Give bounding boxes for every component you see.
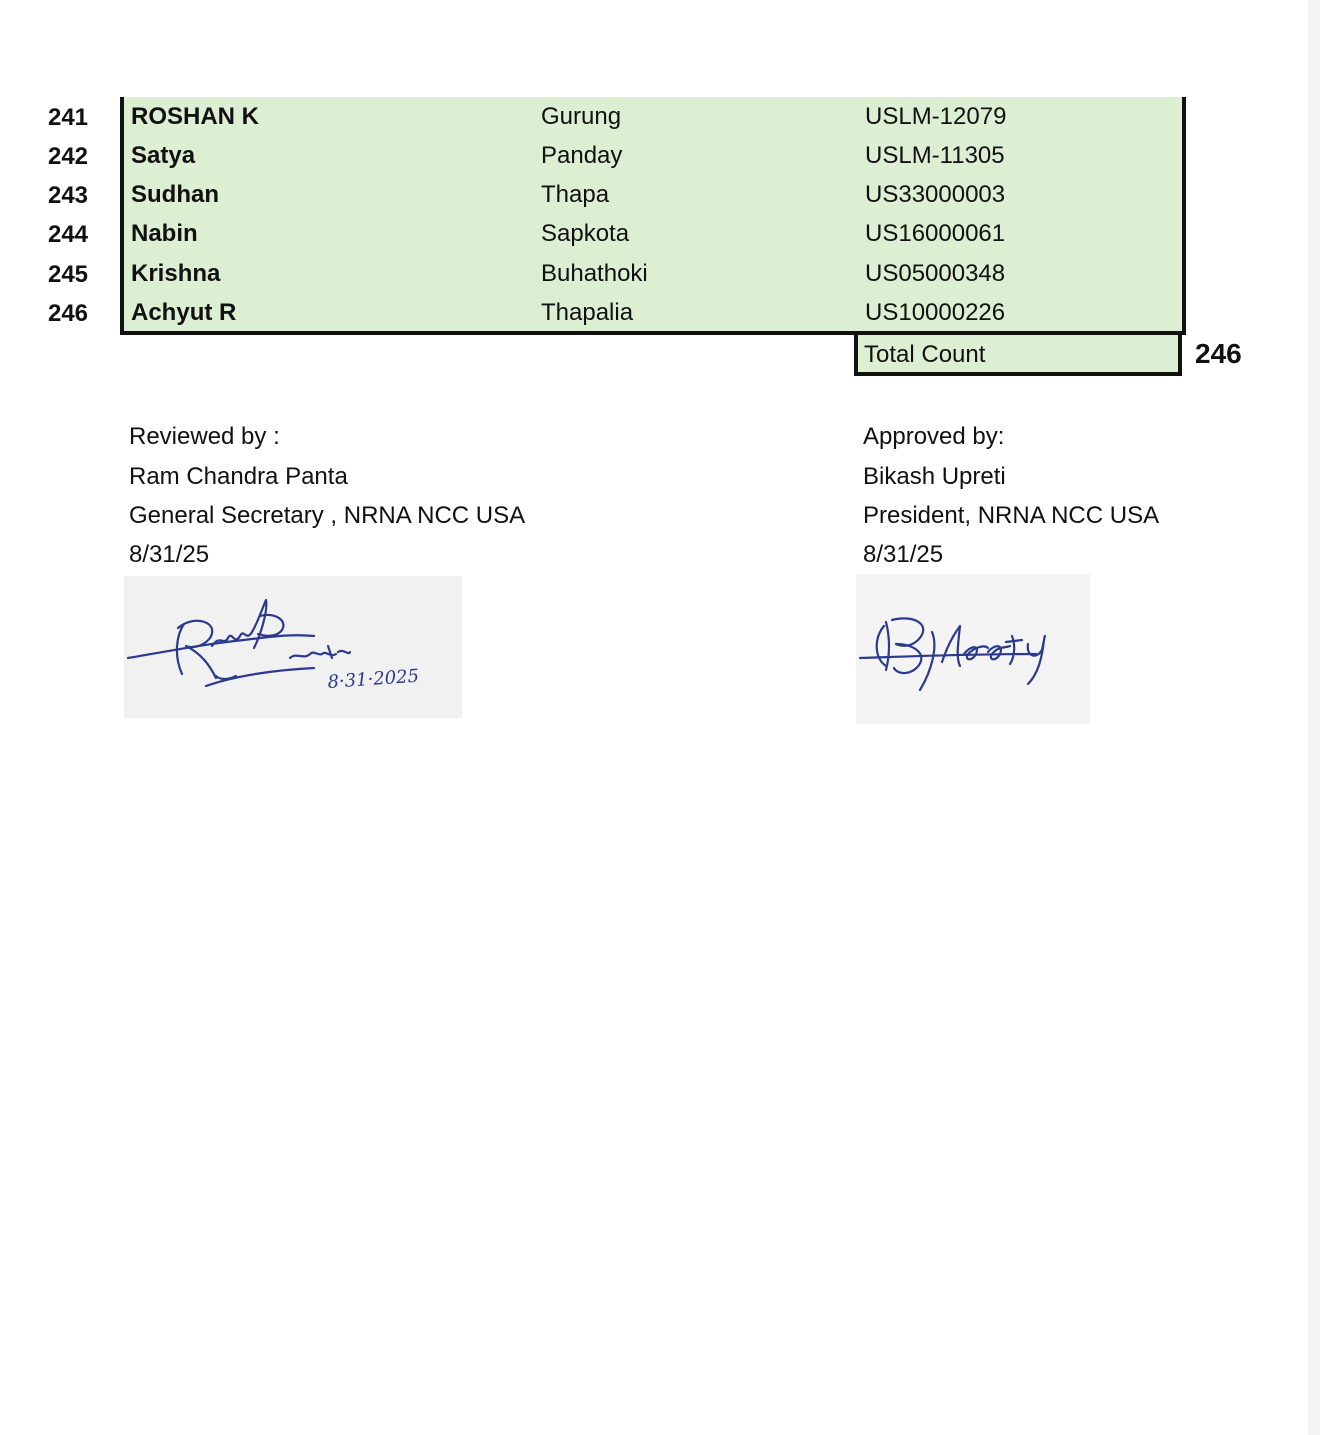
table-row	[124, 299, 1182, 338]
member-id-cell: US33000003	[865, 181, 1006, 208]
first-name-cell: Krishna	[131, 260, 221, 287]
approver-signature	[856, 574, 1090, 724]
reviewer-signature-date: 8·31·2025	[326, 665, 420, 693]
approved-by-heading: Approved by:	[863, 423, 1005, 450]
reviewer-title: General Secretary , NRNA NCC USA	[129, 502, 526, 529]
last-name-cell: Buhathoki	[541, 260, 648, 287]
approver-name: Bikash Upreti	[863, 463, 1006, 490]
table-row	[124, 103, 1182, 142]
row-number: 241	[47, 104, 89, 131]
member-id-cell: USLM-12079	[865, 103, 1007, 130]
last-name-cell: Thapa	[541, 181, 610, 208]
member-table	[120, 97, 1186, 335]
row-number: 246	[47, 300, 89, 327]
member-id-cell: USLM-11305	[865, 142, 1005, 169]
last-name-cell: Thapalia	[541, 299, 634, 326]
first-name-cell: Nabin	[131, 220, 198, 247]
reviewer-signature	[124, 576, 462, 718]
total-count-value: 246	[1195, 338, 1242, 369]
approver-date: 8/31/25	[863, 541, 944, 568]
member-id-cell: US05000348	[865, 260, 1006, 287]
row-number: 244	[47, 221, 89, 248]
row-number: 245	[47, 261, 89, 288]
reviewed-by-heading: Reviewed by :	[129, 423, 280, 450]
row-number: 242	[47, 143, 89, 170]
last-name-cell: Sapkota	[541, 220, 630, 247]
member-id-cell: US10000226	[865, 299, 1006, 326]
first-name-cell: Satya	[131, 142, 196, 169]
reviewer-date: 8/31/25	[129, 541, 210, 568]
first-name-cell: Sudhan	[131, 181, 219, 208]
table-row	[124, 260, 1182, 299]
first-name-cell: Achyut R	[131, 299, 237, 326]
row-number: 243	[47, 182, 89, 209]
total-count-box	[854, 334, 1182, 376]
reviewer-name: Ram Chandra Panta	[129, 463, 348, 490]
approver-signature-drawing	[856, 574, 1090, 724]
last-name-cell: Gurung	[541, 103, 622, 130]
table-row	[124, 220, 1182, 259]
first-name-cell: ROSHAN K	[131, 103, 260, 130]
table-row	[124, 181, 1182, 220]
page-edge	[1308, 0, 1320, 1435]
member-id-cell: US16000061	[865, 220, 1006, 247]
table-row	[124, 142, 1182, 181]
reviewer-signature-drawing	[124, 576, 462, 718]
last-name-cell: Panday	[541, 142, 623, 169]
total-count-label: Total Count	[864, 341, 986, 368]
approver-title: President, NRNA NCC USA	[863, 502, 1160, 529]
